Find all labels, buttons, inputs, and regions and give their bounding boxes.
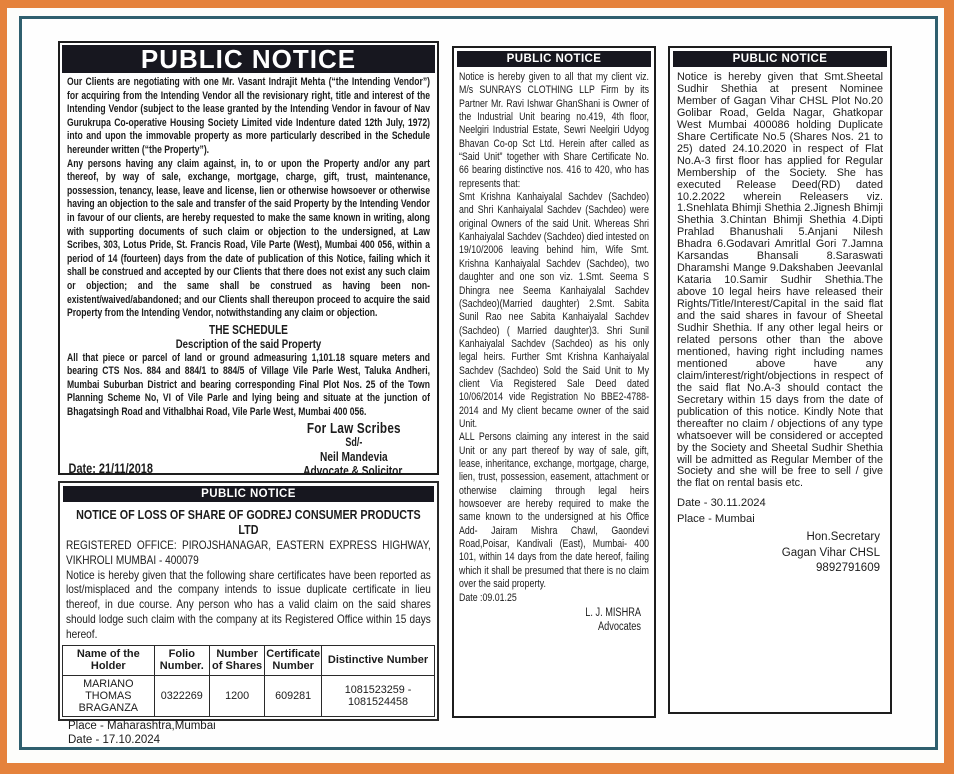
godrej-notice-heading: NOTICE OF LOSS OF SHARE OF GODREJ CONSUMER PRODUCTS LTD bbox=[76, 507, 421, 537]
middle-signatory-name: L. J. MISHRA bbox=[585, 606, 641, 619]
registered-office-line: REGISTERED OFFICE: PIROJSHANAGAR, EASTERN EXPRESS HIGHWAY, VIKHROLI MUMBAI - 400079 bbox=[66, 538, 431, 567]
godrej-notice-footer bbox=[60, 717, 437, 748]
left-notice-date bbox=[69, 460, 153, 476]
cell-certificate-number: 609281 bbox=[265, 675, 322, 716]
godrej-notice-text: Notice is hereby given that the following share certificates have been reported as lost/misplaced and the company intends to issue duplicate certificate in lieu thereof, in due course. Any person who has a valid claim on the said shares should lodge such claim with the company at its Registered Office within 15 days hereof. bbox=[66, 567, 431, 641]
right-signatory-title: Hon.Secretary bbox=[806, 531, 880, 544]
godrej-date-line: Date - 17.10.2024 bbox=[68, 734, 161, 747]
godrej-place-line: Place - Maharashtra,Mumbai bbox=[68, 719, 216, 732]
middle-notice-paragraph-3: ALL Persons claiming any interest in the said Unit or any part thereof by way of sale, gift, lease, inheritance, exchange, mortgage, charge, lien, trust, possession, easement, attachment or otherwise claiming through legal heirs howsoever are hereby required to make the same known to the undersigned at his Office Add- Jairam Mishra Chawl, Gaondevi Road,Poisar, Kandivali (East), Mumbai- 400 101, within 14 days from the date hereof, failing which it shall be presumed that there is no claim over the said property. bbox=[459, 431, 649, 591]
date-value: 21/11/2018 bbox=[98, 459, 153, 476]
godrej-notice-title: PUBLIC NOTICE bbox=[201, 488, 296, 500]
middle-signatory-block bbox=[459, 606, 649, 635]
left-notice-paragraph-2: Any persons having any claim against, in, to or upon the Property and/or any part thereof, by way of sale, exchange, mortgage, charge, gift, trust, maintenance, possession, tenancy, lease, leave and license, lien or otherwise howsoever or otherwise having an objection to the sale and transfer of the said Property by the Intending Vendor in favour of our clients, are hereby requested to make the same known in writing, along with supporting documents of such claim or objection to the undersigned, at Law Scribes, 303, Lotus Pride, St. Francis Road, Vile Parte (West), Mumbai 400 056, within a period of 14 (fourteen) days from the date of publication of this Notice, failing which it shall be construed and accepted by our Clients that there does not exist any such claim or objection; and the same shall be construed as having been non-existent/waived/abandoned; and our Clients shall thereupon proceed to acquire the said Property from the Intending Vendor, notwithstanding any claim or objection. bbox=[67, 157, 430, 320]
signatory-block bbox=[303, 419, 405, 478]
right-signatory-block bbox=[677, 530, 883, 577]
date-label: Date: bbox=[68, 459, 96, 476]
cell-distinctive-number: 1081523259 - 1081524458 bbox=[322, 675, 435, 716]
schedule-heading: THE SCHEDULE bbox=[209, 321, 288, 337]
left-notice-body bbox=[60, 74, 437, 482]
left-notice-signature-area bbox=[67, 420, 430, 482]
middle-notice-title-bar bbox=[457, 51, 651, 67]
cell-folio-number: 0322269 bbox=[154, 675, 209, 716]
col-header-holder-name: Name of the Holder bbox=[63, 645, 155, 675]
sunrays-clothing-notice bbox=[452, 46, 656, 718]
cell-number-of-shares: 1200 bbox=[209, 675, 264, 716]
right-notice-meta bbox=[677, 495, 883, 527]
signatory-name: Neil Mandevia bbox=[320, 448, 388, 464]
schedule-description: All that piece or parcel of land or ground admeasuring 1,101.18 square meters and bearing CTS Nos. 884 and 884/1 to 884/5 of Village Vile Parle West, Taluka Andheri, Mumbai Suburban District and bearing corresponding Final Plot Nos. 25 of the Town Planning Scheme No, VI of Vile Parle and lying being and situate at the junction of Bhagatsingh Road and Vithalbhai Road, Vile Parle West, Mumbai 400 056. bbox=[67, 351, 430, 419]
godrej-notice-title-bar bbox=[63, 486, 434, 502]
share-table-header-row bbox=[63, 645, 435, 675]
col-header-distinctive-number: Distinctive Number bbox=[322, 645, 435, 675]
middle-notice-body bbox=[454, 69, 654, 635]
right-signatory-society: Gagan Vihar CHSL bbox=[781, 546, 880, 559]
godrej-share-loss-notice bbox=[58, 481, 439, 747]
left-notice-paragraph-1: Our Clients are negotiating with one Mr. Vasant Indrajit Mehta (“the Intending Vendor”) for acquiring from the Intending Vendor all the revisionary right, title and interest of the Intending Vendor (subject to the lease granted by the Intending Vendor in favour of Nav Gurukrupa Co-operative Housing Society Limited vide Indenture dated 12th July, 1972) into and upon the immovable property as more particularly described in the Schedule hereunder written (“the Property”). bbox=[67, 76, 430, 156]
right-notice-title: PUBLIC NOTICE bbox=[732, 53, 828, 65]
middle-notice-paragraph-1: Notice is hereby given to all that my client viz. M/s SUNRAYS CLOTHING LLP Firm by its Partner Mr. Ravi Ishwar GhanShani is Owner of the Industrial Unit bearing no.419, 4th floor, Neelgiri Industrial Estate, Sewri Neelgiri Udyog Bhavan Co-op Sct Ltd. Herein after called as “Said Unit” together with Share Certificate No. 66 bearing distinctive nos. 416 to 420, who has represents that: bbox=[459, 71, 649, 190]
right-notice-title-bar bbox=[673, 51, 887, 67]
signatory-sd-line: Sd/- bbox=[345, 436, 363, 449]
col-header-certificate-number: Certificate Number bbox=[265, 645, 322, 675]
signatory-for-line: For Law Scribes bbox=[306, 419, 401, 437]
left-notice-title-bar bbox=[62, 45, 435, 73]
left-notice-title: PUBLIC NOTICE bbox=[140, 43, 357, 74]
middle-notice-paragraph-2: Smt Krishna Kanhaiyalal Sachdev (Sachdeo) and Shri Kanhaiyalal Sachdev (Sachdeo) were original Owners of the said Unit. Whereas Shri Kanhaiyalal Sachdev (Sachdeo) died intested on 19/10/2006 leaving behind him, Wife Smt. Krishna Kanhaiyalal Sachdev (Sachdeo), two daughter and one son viz. 1.Smt. Seema S Dhingra nee Seema Kanhaiyalal Sachdev (Sachdeo)(Married daughter) 2.Smt. Sabita Sunil Rao nee Sabita Kanhaiyalal Sachdev (Sachdeo) ( Married daughter)3. Shri Sunil Kanhaiyalal Sachdev (Sachdeo) as his only legal heirs. Further Smt Krishna Kanhaiyalal Sachdev (Sachdeo) Sold the Said Unit to My client Via Registered Sale Deed dated 10/06/2014 vide Registration No BBE2-4788-2014 and My client became owner of the said Unit. bbox=[459, 191, 649, 430]
right-notice-date: Date - 30.11.2024 bbox=[677, 497, 766, 510]
property-acquisition-notice bbox=[58, 41, 439, 478]
signatory-role: Advocate & Solicitor. bbox=[303, 462, 405, 478]
middle-notice-date: Date :09.01.25 bbox=[459, 592, 517, 605]
right-notice-body bbox=[670, 69, 890, 577]
share-table-row bbox=[63, 675, 435, 716]
middle-signatory-role: Advocates bbox=[598, 621, 641, 634]
middle-notice-title: PUBLIC NOTICE bbox=[506, 53, 602, 65]
godrej-notice-body bbox=[60, 504, 437, 642]
cell-holder-name: MARIANO THOMAS BRAGANZA bbox=[63, 675, 155, 716]
col-header-number-of-shares: Number of Shares bbox=[209, 645, 264, 675]
right-notice-text: Notice is hereby given that Smt.Sheetal Sudhir Shethia at present Nominee Member of Gagan Vihar CHSL Plot No.20 Golibar Road, Gelda Nagar, Ghatkopar West Mumbai 400086 holding Duplicate Share Certificate No.5 (Shares Nos. 21 to 25) dated 24.10.2020 in respect of Flat No.A-3 first floor has applied for Regular Membership of the Society. She has executed Release Deed(RD) dated 10.2.2022 wherein Releasers viz. 1.Snehlata Bhimji Shethia 2.Jignesh Bhimji Shethia 3.Chintan Bhimji Shethia 4.Dipti Prahlad Bhanushali 5.Anjani Nilesh Bhadra 6.Godavari Amritlal Gori 7.Jamna Karsandas Bhansali 8.Saraswati Dharamshi Mange 9.Dakshaben Jeevanlal Kataria 10.Samir Sudhir Shethia.The above 10 legal heirs have released their Rights/Title/Interest/Capital in the said flat and the said shares in favour of Sheetal Sudhir Shethia. If any other legal heirs or related persons other than the above mentioned, having right including names mentioned above have any claim/interest/right/objections in respect of the said flat No.A-3 should contact the Secretary within 15 days from the date of publication of this notice. Kindly Note that thereafter no claim / objections of any type whatsoever will be considered or accepted by the Society and Sheetal Sudhir Shethia will be admitted as Regular Member of the Society and she will be free to sell / give the flat on rental basis etc. bbox=[677, 71, 883, 490]
col-header-folio-number: Folio Number. bbox=[154, 645, 209, 675]
right-signatory-phone: 9892791609 bbox=[816, 562, 880, 575]
share-certificates-table bbox=[62, 645, 435, 717]
sheetal-shethia-society-notice bbox=[668, 46, 892, 714]
schedule-subheading: Description of the said Property bbox=[175, 336, 322, 351]
right-notice-place: Place - Mumbai bbox=[677, 513, 755, 526]
